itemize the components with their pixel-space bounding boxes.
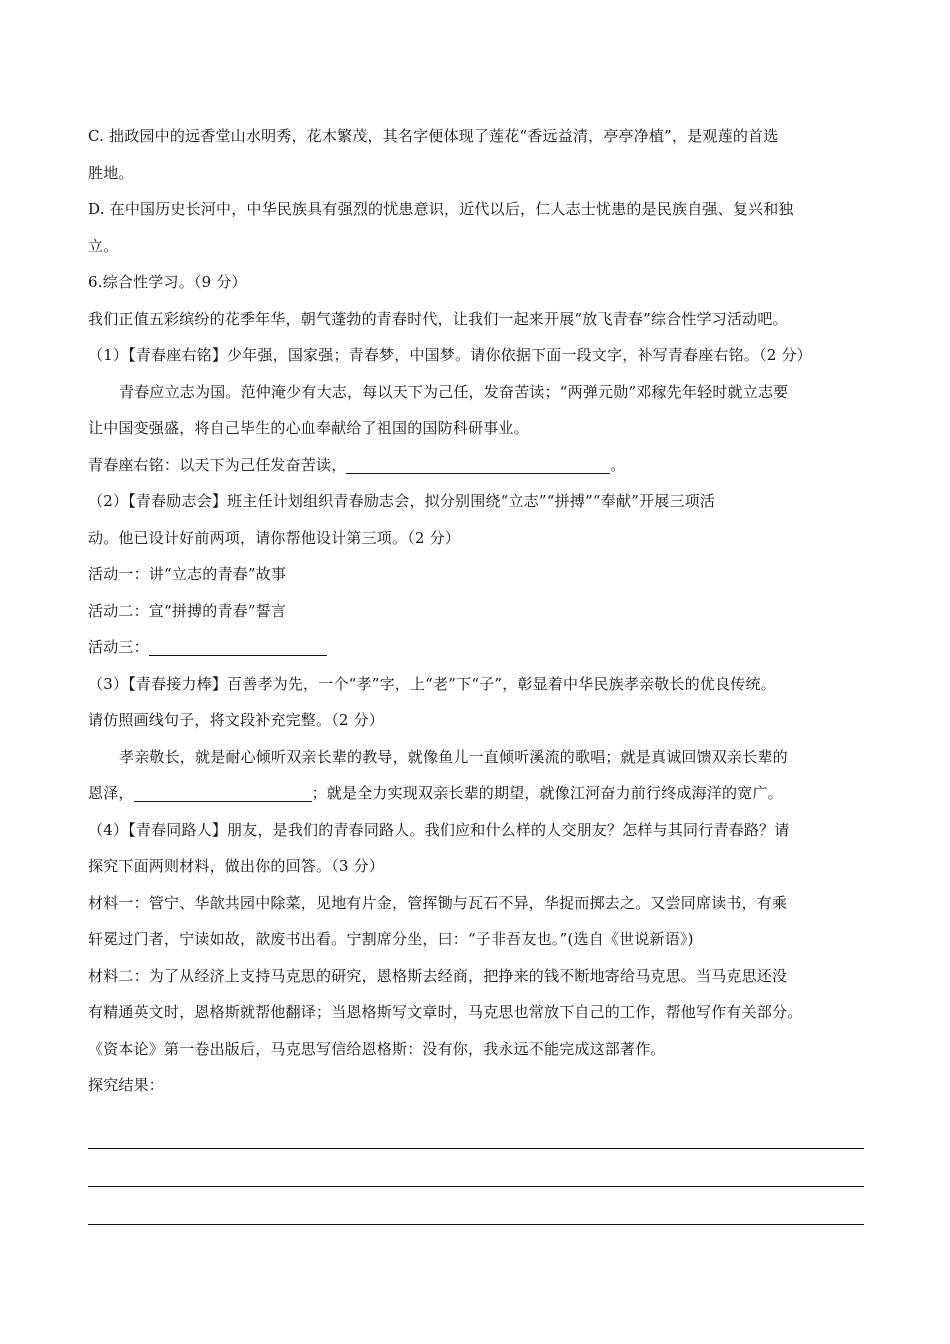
result-label: 探究结果： [88,1076,165,1094]
question-6-heading: 6.综合性学习。（9 分） [88,273,247,291]
answer-line[interactable] [88,1149,864,1187]
material-2-line-2: 有精通英文时，恩格斯就帮他翻译；当恩格斯写文章时，马克思也常放下自己的工作，帮他写作有关部分。 [88,1003,803,1021]
activity-3 [88,629,868,666]
question-6-intro: 我们正值五彩缤纷的花季年华，朝气蓬勃的青春时代，让我们一起来开展“放飞青春”综合性学习活动吧。 [88,309,788,328]
answer-line[interactable] [88,1187,864,1225]
motto-prefix: 青春座右铭：以天下为己任发奋苦读， [88,455,347,474]
option-d-line-2: 立。 [88,236,119,255]
part-3-answer-blank[interactable] [134,783,312,802]
part-1-motto [88,447,868,484]
part-3-text-prefix: 恩泽， [88,784,134,802]
part-3-text-line-1: 孝亲敬长，就是耐心倾听双亲长辈的教导，就像鱼儿一直倾听溪流的歌唱；就是真诚回馈双亲长辈的 [119,747,788,766]
part-3-text-suffix: ；就是全力实现双亲长辈的期望，就像江河奋力前行终成海洋的宽广。 [311,784,783,802]
option-c-line-1: C. 拙政园中的远香堂山水明秀，花木繁茂，其名字便体现了莲花“香远益清，亭亭净植”，是观莲的首选 [88,127,779,145]
exam-page [88,118,868,1104]
option-d-line-1: D. 在中国历史长河中，中华民族具有强烈的忧患意识，近代以后，仁人志士忧患的是民族自强、复兴和独 [88,200,794,218]
material-1-line-2: 轩冕过门者，宁读如故，歆废书出看。宁割席分坐，曰：“子非吾友也。”(选自《世说新语》) [88,930,694,948]
part-4-title-line-1: （4）【青春同路人】朋友，是我们的青春同路人。我们应和什么样的人交朋友？怎样与其同行青春路？请 [88,820,790,839]
part-2-title-line-2: 动。他已设计好前两项，请你帮他设计第三项。（2 分） [88,528,461,547]
part-1-text-line-2: 让中国变强盛，将自己毕生的心血奉献给了祖国的国防科研事业。 [88,419,529,437]
activity-2: 活动二：宣“拼搏的青春”誓言 [88,601,287,620]
part-1-text-line-1: 青春应立志为国。范仲淹少有大志，每以天下为己任，发奋苦读；“两弹元勋”邓稼先年轻时就立志要 [119,382,789,401]
activity-3-answer-blank[interactable] [149,637,327,656]
material-1-line-1: 材料一：管宁、华歆共园中除菜，见地有片金，管挥锄与瓦石不异，华捉而掷去之。又尝同席读书，有乘 [88,893,788,912]
part-3-text-line-2 [88,775,868,812]
part-4-title-line-2: 探究下面两则材料，做出你的回答。（3 分） [88,857,385,875]
part-3-title-line-2: 请仿照画线句子，将文段补充完整。（2 分） [88,711,385,729]
result-answer-area[interactable] [88,1148,864,1225]
motto-answer-blank[interactable] [346,455,610,474]
part-3-title-line-1: （3）【青春接力棒】百善孝为先，一个“孝”字，上“老”下“子”，彰显着中华民族孝亲敬长的优良传统。 [88,674,776,693]
motto-suffix: 。 [610,455,626,474]
part-2-title-line-1: （2）【青春励志会】班主任计划组织青春励志会，拟分别围绕“立志”“拼搏”“奉献”开展三项活 [88,492,716,510]
activity-3-label: 活动三： [88,638,149,656]
material-2-line-3: 《资本论》第一卷出版后，马克思写信给恩格斯：没有你，我永远不能完成这部著作。 [88,1039,666,1058]
activity-1: 活动一：讲“立志的青春”故事 [88,565,287,583]
part-1-title: （1）【青春座右铭】少年强，国家强；青春梦，中国梦。请你依据下面一段文字，补写青春座右铭。（2 分） [88,346,812,364]
option-c-line-2: 胜地。 [88,163,134,182]
material-2-line-1: 材料二：为了从经济上支持马克思的研究，恩格斯去经商，把挣来的钱不断地寄给马克思。当马克思还没 [88,966,788,985]
